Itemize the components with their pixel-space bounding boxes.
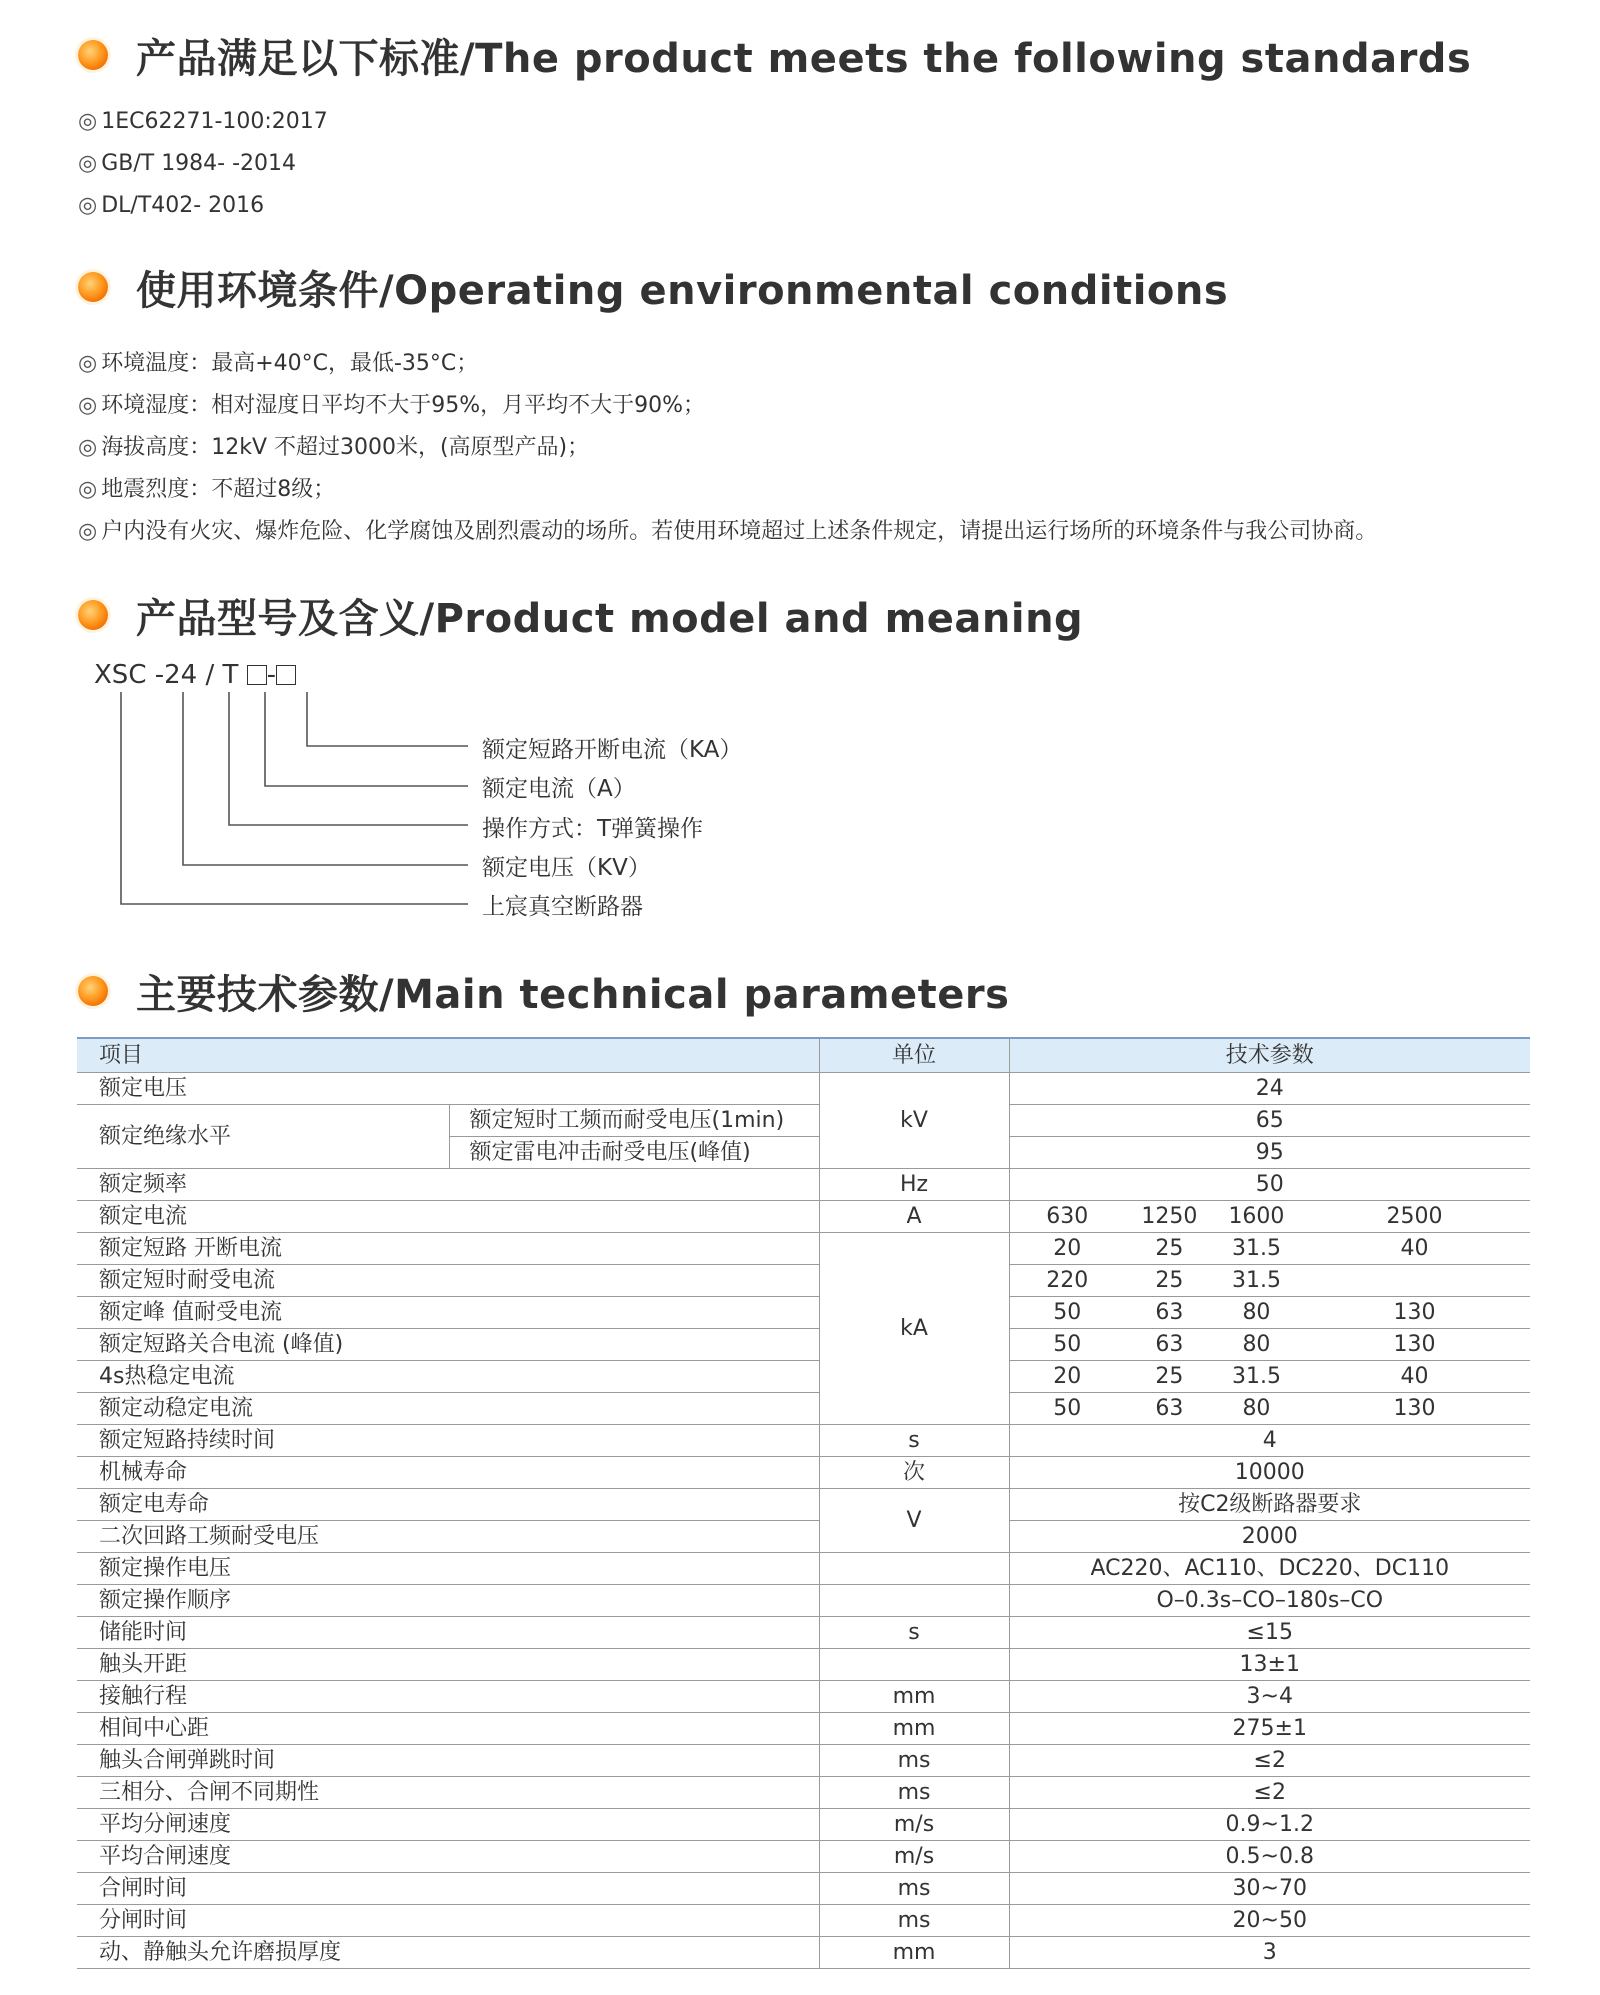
header-unit: 单位 (819, 1038, 1009, 1073)
table-row (77, 1297, 1530, 1329)
circle-bullet-icon: ◎ (78, 477, 98, 502)
table-row (77, 1841, 1530, 1873)
cell-value: 13±1 (1009, 1649, 1530, 1681)
cell-values: 20 25 31.5 40 (1009, 1361, 1530, 1393)
table-row (77, 1617, 1530, 1649)
table-row (77, 1745, 1530, 1777)
cell-item: 额定短路持续时间 (77, 1425, 819, 1457)
cell-unit: ms (819, 1745, 1009, 1777)
cell-values: 50 63 80 130 (1009, 1297, 1530, 1329)
callout-rated-current: 额定电流（A） (482, 776, 636, 802)
cell-unit: mm (819, 1681, 1009, 1713)
leader-line-current (265, 692, 468, 786)
header-item: 项目 (77, 1038, 819, 1073)
model-code-slash: / (205, 660, 215, 690)
cell-item: 机械寿命 (77, 1457, 819, 1489)
cell-item: 相间中心距 (77, 1713, 819, 1745)
list-item: ◎ 户内没有火灾、爆炸危险、化学腐蚀及剧烈震动的场所。若使用环境超过上述条件规定，请提出运行场所的环境条件与我公司协商。 (78, 519, 1378, 544)
table-row (77, 1393, 1530, 1425)
cell-item: 合闸时间 (77, 1873, 819, 1905)
table-row (77, 1585, 1530, 1617)
cell-value: 24 (1009, 1073, 1530, 1105)
cell-unit: Hz (819, 1169, 1009, 1201)
section-params-heading (78, 963, 1009, 1019)
technical-parameters-table (77, 1037, 1530, 1969)
model-code-dash: - (266, 660, 277, 690)
table-row (77, 1425, 1530, 1457)
section-title: 主要技术参数/Main technical parameters (136, 971, 1010, 1018)
cell-item: 额定绝缘水平 (77, 1105, 449, 1169)
cell-item: 三相分、合闸不同期性 (77, 1777, 819, 1809)
table-row (77, 1649, 1530, 1681)
cell-values: 20 25 31.5 40 (1009, 1233, 1530, 1265)
cell-unit (819, 1553, 1009, 1585)
cell-value: 275±1 (1009, 1713, 1530, 1745)
model-diagram-lines (0, 0, 1600, 950)
cell-item: 接触行程 (77, 1681, 819, 1713)
orange-bullet-icon (78, 976, 108, 1006)
cell-value: 按C2级断路器要求 (1009, 1489, 1530, 1521)
table-row (77, 1265, 1530, 1297)
table-row (77, 1169, 1530, 1201)
model-code-prefix: XSC (94, 660, 147, 690)
table-row (77, 1489, 1530, 1521)
table-row (77, 1105, 1530, 1137)
cell-values: 50 63 80 130 (1009, 1393, 1530, 1425)
table-row (77, 1457, 1530, 1489)
table-row (77, 1905, 1530, 1937)
header-value: 技术参数 (1009, 1038, 1530, 1073)
section-title: 产品型号及含义/Product model and meaning (136, 595, 1084, 642)
cell-item: 分闸时间 (77, 1905, 819, 1937)
table-row (77, 1201, 1530, 1233)
cell-value: 95 (1009, 1137, 1530, 1169)
cell-value: 20~50 (1009, 1905, 1530, 1937)
circle-bullet-icon: ◎ (78, 393, 98, 418)
cell-values: 220 25 31.5 (1009, 1265, 1530, 1297)
circle-bullet-icon: ◎ (78, 151, 98, 176)
cell-value: ≤2 (1009, 1745, 1530, 1777)
cell-unit: mm (819, 1713, 1009, 1745)
circle-bullet-icon: ◎ (78, 435, 98, 460)
cell-value: AC220、AC110、DC220、DC110 (1009, 1553, 1530, 1585)
model-code-operation: T (222, 660, 239, 690)
cell-value: 30~70 (1009, 1873, 1530, 1905)
cell-unit: m/s (819, 1809, 1009, 1841)
leader-line-breaker (121, 692, 468, 904)
cell-value: 65 (1009, 1105, 1530, 1137)
table-row (77, 1521, 1530, 1553)
cell-item: 平均分闸速度 (77, 1809, 819, 1841)
cell-value: O–0.3s–CO–180s–CO (1009, 1585, 1530, 1617)
callout-rated-voltage: 额定电压（KV） (482, 855, 651, 881)
cell-subitem: 额定短时工频而耐受电压(1min) (449, 1105, 819, 1137)
table-row (77, 1937, 1530, 1969)
table-row (77, 1873, 1530, 1905)
cell-unit: ms (819, 1777, 1009, 1809)
list-item: ◎ 地震烈度：不超过8级； (78, 477, 336, 502)
cell-values: 50 63 80 130 (1009, 1329, 1530, 1361)
cell-item: 额定电寿命 (77, 1489, 819, 1521)
cell-unit: 次 (819, 1457, 1009, 1489)
list-item: ◎ 海拔高度：12kV 不超过3000米，(高原型产品)； (78, 435, 590, 460)
table-row (77, 1681, 1530, 1713)
table-header-row (77, 1038, 1530, 1073)
cell-value: 0.9~1.2 (1009, 1809, 1530, 1841)
cell-item: 4s热稳定电流 (77, 1361, 819, 1393)
cell-unit: kV (819, 1073, 1009, 1169)
list-item: ◎ DL/T402- 2016 (78, 193, 265, 218)
leader-line-breaking-current (307, 692, 468, 746)
cell-unit: mm (819, 1937, 1009, 1969)
cell-subitem: 额定雷电冲击耐受电压(峰值) (449, 1137, 819, 1169)
table-row (77, 1361, 1530, 1393)
cell-item: 额定频率 (77, 1169, 819, 1201)
cell-unit (819, 1649, 1009, 1681)
cell-value: 50 (1009, 1169, 1530, 1201)
model-code-voltage: -24 (154, 660, 198, 690)
cell-item: 额定短路关合电流 (峰值) (77, 1329, 819, 1361)
cell-item: 动、静触头允许磨损厚度 (77, 1937, 819, 1969)
cell-unit: ms (819, 1873, 1009, 1905)
cell-item: 储能时间 (77, 1617, 819, 1649)
circle-bullet-icon: ◎ (78, 193, 98, 218)
table-row (77, 1809, 1530, 1841)
table-row (77, 1777, 1530, 1809)
table-row (77, 1233, 1530, 1265)
cell-value: 4 (1009, 1425, 1530, 1457)
cell-value: ≤2 (1009, 1777, 1530, 1809)
cell-item: 二次回路工频耐受电压 (77, 1521, 819, 1553)
cell-item: 额定操作顺序 (77, 1585, 819, 1617)
cell-item: 额定短路 开断电流 (77, 1233, 819, 1265)
cell-item: 触头开距 (77, 1649, 819, 1681)
list-item: ◎ 1EC62271-100:2017 (78, 109, 328, 134)
circle-bullet-icon: ◎ (78, 109, 98, 134)
cell-value: 3 (1009, 1937, 1530, 1969)
cell-unit: s (819, 1425, 1009, 1457)
cell-unit: m/s (819, 1841, 1009, 1873)
cell-item: 额定电压 (77, 1073, 819, 1105)
list-item: ◎ 环境温度：最高+40°C，最低-35°C； (78, 351, 479, 376)
cell-value: ≤15 (1009, 1617, 1530, 1649)
callout-breaking-current: 额定短路开断电流（KA） (482, 737, 743, 763)
callout-breaker-name: 上宸真空断路器 (482, 894, 643, 920)
cell-value: 10000 (1009, 1457, 1530, 1489)
cell-value: 2000 (1009, 1521, 1530, 1553)
circle-bullet-icon: ◎ (78, 519, 98, 544)
cell-value: 0.5~0.8 (1009, 1841, 1530, 1873)
cell-values: 630 1250 1600 2500 (1009, 1201, 1530, 1233)
list-item: ◎ 环境湿度：相对湿度日平均不大于95%，月平均不大于90%； (78, 393, 706, 418)
cell-item: 触头合闸弹跳时间 (77, 1745, 819, 1777)
cell-unit: ms (819, 1905, 1009, 1937)
cell-unit: A (819, 1201, 1009, 1233)
list-item: ◎ GB/T 1984- -2014 (78, 151, 297, 176)
callout-operation-mode: 操作方式：T弹簧操作 (482, 816, 704, 842)
section-title: 使用环境条件/Operating environmental conditions (136, 267, 1229, 314)
cell-item: 额定短时耐受电流 (77, 1265, 819, 1297)
circle-bullet-icon: ◎ (78, 351, 98, 376)
cell-item: 额定电流 (77, 1201, 819, 1233)
cell-item: 额定动稳定电流 (77, 1393, 819, 1425)
table-row (77, 1713, 1530, 1745)
cell-unit: V (819, 1489, 1009, 1553)
section-title: 产品满足以下标准/The product meets the following standards (136, 35, 1472, 82)
cell-unit (819, 1585, 1009, 1617)
cell-value: 3~4 (1009, 1681, 1530, 1713)
cell-unit: kA (819, 1233, 1009, 1425)
cell-item: 额定峰 值耐受电流 (77, 1297, 819, 1329)
table-row (77, 1553, 1530, 1585)
cell-item: 平均合闸速度 (77, 1841, 819, 1873)
leader-line-voltage (183, 692, 468, 865)
cell-unit: s (819, 1617, 1009, 1649)
table-row (77, 1073, 1530, 1105)
cell-item: 额定操作电压 (77, 1553, 819, 1585)
table-row (77, 1329, 1530, 1361)
